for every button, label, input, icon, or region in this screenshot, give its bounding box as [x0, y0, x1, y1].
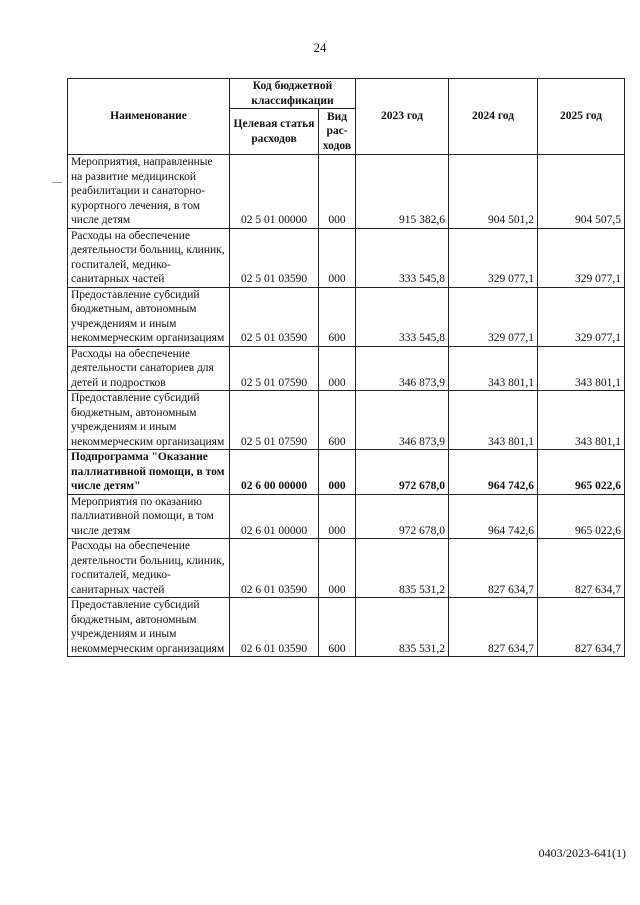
header-year-2024: 2024 год: [449, 79, 538, 155]
row-value-2024: 827 634,7: [449, 539, 538, 598]
row-expense-type: 000: [319, 155, 356, 229]
footer-document-code: 0403/2023-641(1): [538, 846, 626, 860]
row-value-2025: 343 801,1: [538, 391, 625, 450]
row-target-article: 02 5 01 07590: [230, 391, 319, 450]
row-value-2025: 343 801,1: [538, 346, 625, 391]
row-expense-type: 000: [319, 494, 356, 539]
header-year-2023: 2023 год: [356, 79, 449, 155]
row-expense-type: 000: [319, 228, 356, 287]
row-value-2023: 972 678,0: [356, 450, 449, 495]
row-value-2023: 972 678,0: [356, 494, 449, 539]
row-value-2025: 904 507,5: [538, 155, 625, 229]
row-name: Подпрограмма "Оказание паллиативной помощи, в том числе детям": [68, 450, 230, 495]
row-target-article: 02 6 01 03590: [230, 539, 319, 598]
row-value-2025: 827 634,7: [538, 539, 625, 598]
table-row: [68, 539, 625, 598]
header-code-group: Код бюджетной классификации: [230, 79, 356, 109]
row-value-2023: 346 873,9: [356, 391, 449, 450]
row-expense-type: 000: [319, 539, 356, 598]
row-target-article: 02 6 00 00000: [230, 450, 319, 495]
row-name: Расходы на обеспечение деятельности больниц, клиник, госпиталей, медико-санитарных частей: [68, 539, 230, 598]
table-row: [68, 155, 625, 229]
row-expense-type: 600: [319, 391, 356, 450]
header-target-article: Целевая статья расходов: [230, 109, 319, 155]
row-target-article: 02 5 01 00000: [230, 155, 319, 229]
row-value-2025: 965 022,6: [538, 450, 625, 495]
row-value-2024: 343 801,1: [449, 346, 538, 391]
row-expense-type: 600: [319, 287, 356, 346]
row-expense-type: 600: [319, 598, 356, 657]
row-name: Мероприятия по оказанию паллиативной помощи, в том числе детям: [68, 494, 230, 539]
header-year-2025: 2025 год: [538, 79, 625, 155]
row-value-2025: 329 077,1: [538, 287, 625, 346]
header-name: Наименование: [68, 79, 230, 155]
page-number: 24: [313, 40, 327, 55]
row-value-2024: 904 501,2: [449, 155, 538, 229]
row-name: Предоставление субсидий бюджетным, автономным учреждениям и иным некоммерческим организациям: [68, 598, 230, 657]
table-row: [68, 346, 625, 391]
row-value-2025: 965 022,6: [538, 494, 625, 539]
row-value-2024: 329 077,1: [449, 228, 538, 287]
row-value-2024: 343 801,1: [449, 391, 538, 450]
row-value-2023: 333 545,8: [356, 287, 449, 346]
margin-mark: [52, 182, 62, 183]
header-expense-type: Вид рас-ходов: [319, 109, 356, 155]
row-target-article: 02 6 01 00000: [230, 494, 319, 539]
row-value-2025: 329 077,1: [538, 228, 625, 287]
row-value-2024: 827 634,7: [449, 598, 538, 657]
table-row: [68, 450, 625, 495]
row-expense-type: 000: [319, 450, 356, 495]
row-value-2023: 835 531,2: [356, 598, 449, 657]
table-row: [68, 287, 625, 346]
row-value-2023: 835 531,2: [356, 539, 449, 598]
table-row: [68, 494, 625, 539]
row-target-article: 02 5 01 03590: [230, 228, 319, 287]
row-value-2024: 964 742,6: [449, 450, 538, 495]
budget-table: [67, 78, 625, 657]
row-expense-type: 000: [319, 346, 356, 391]
row-value-2024: 964 742,6: [449, 494, 538, 539]
row-target-article: 02 5 01 03590: [230, 287, 319, 346]
row-target-article: 02 6 01 03590: [230, 598, 319, 657]
table-row: [68, 598, 625, 657]
row-name: Расходы на обеспечение деятельности больниц, клиник, госпиталей, медико-санитарных частей: [68, 228, 230, 287]
row-name: Предоставление субсидий бюджетным, автономным учреждениям и иным некоммерческим организациям: [68, 287, 230, 346]
row-value-2025: 827 634,7: [538, 598, 625, 657]
row-name: Предоставление субсидий бюджетным, автономным учреждениям и иным некоммерческим организациям: [68, 391, 230, 450]
row-value-2023: 333 545,8: [356, 228, 449, 287]
row-value-2023: 915 382,6: [356, 155, 449, 229]
table-header: [68, 79, 625, 155]
table-body: [68, 155, 625, 657]
row-name: Расходы на обеспечение деятельности санаториев для детей и подростков: [68, 346, 230, 391]
table-row: [68, 228, 625, 287]
row-name: Мероприятия, направленные на развитие медицинской реабилитации и санаторно-курортного лечения, в том числе детям: [68, 155, 230, 229]
row-value-2023: 346 873,9: [356, 346, 449, 391]
row-target-article: 02 5 01 07590: [230, 346, 319, 391]
table-row: [68, 391, 625, 450]
row-value-2024: 329 077,1: [449, 287, 538, 346]
